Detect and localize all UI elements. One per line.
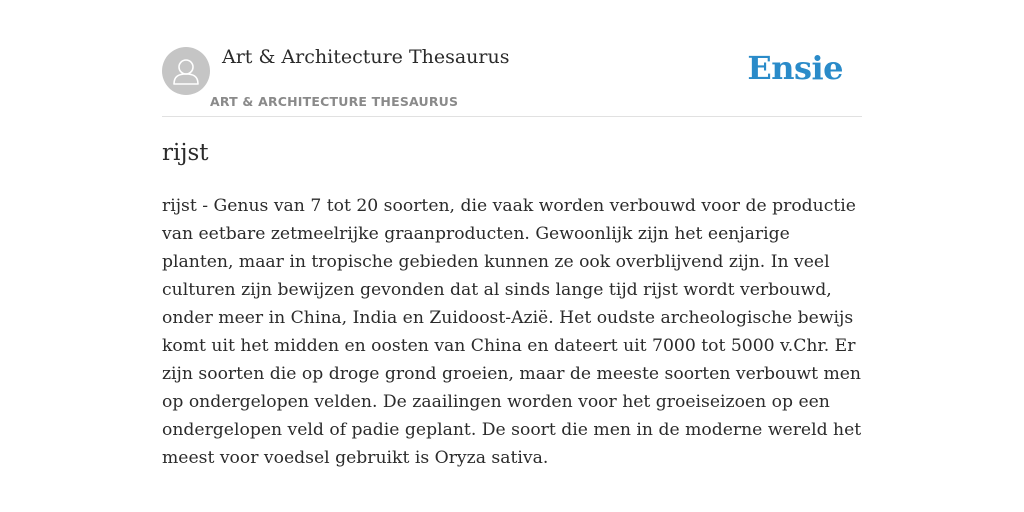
brand-logo[interactable]: Ensie <box>747 49 843 87</box>
entry-title: rijst <box>162 140 209 166</box>
user-avatar-icon[interactable] <box>162 47 210 95</box>
header <box>162 44 862 117</box>
entry-body: rijst - Genus van 7 tot 20 soorten, die vaak worden verbouwd voor de productie van eetbare zetmeelrijke graanproducten. Gewoonlijk zijn het eenjarige planten, maar in tropische gebieden kunnen ze ook overblijvend zijn. In veel culturen zijn bewijzen gevonden dat al sinds lange tijd rijst wordt verbouwd, onder meer in China, India en Zuidoost-Azië. Het oudste archeologische bewijs komt uit het midden en oosten van China en dateert uit 7000 tot 5000 v.Chr. Er zijn soorten die op droge grond groeien, maar de meeste soorten verbouwt men op ondergelopen velden. De zaailingen worden voor het groeiseizoen op een ondergelopen veld of padie geplant. De soort die men in de moderne wereld het meest voor voedsel gebruikt is Oryza sativa. <box>162 196 862 468</box>
source-subtitle[interactable]: ART & ARCHITECTURE THESAURUS <box>210 94 459 109</box>
source-title[interactable]: Art & Architecture Thesaurus <box>222 46 510 68</box>
